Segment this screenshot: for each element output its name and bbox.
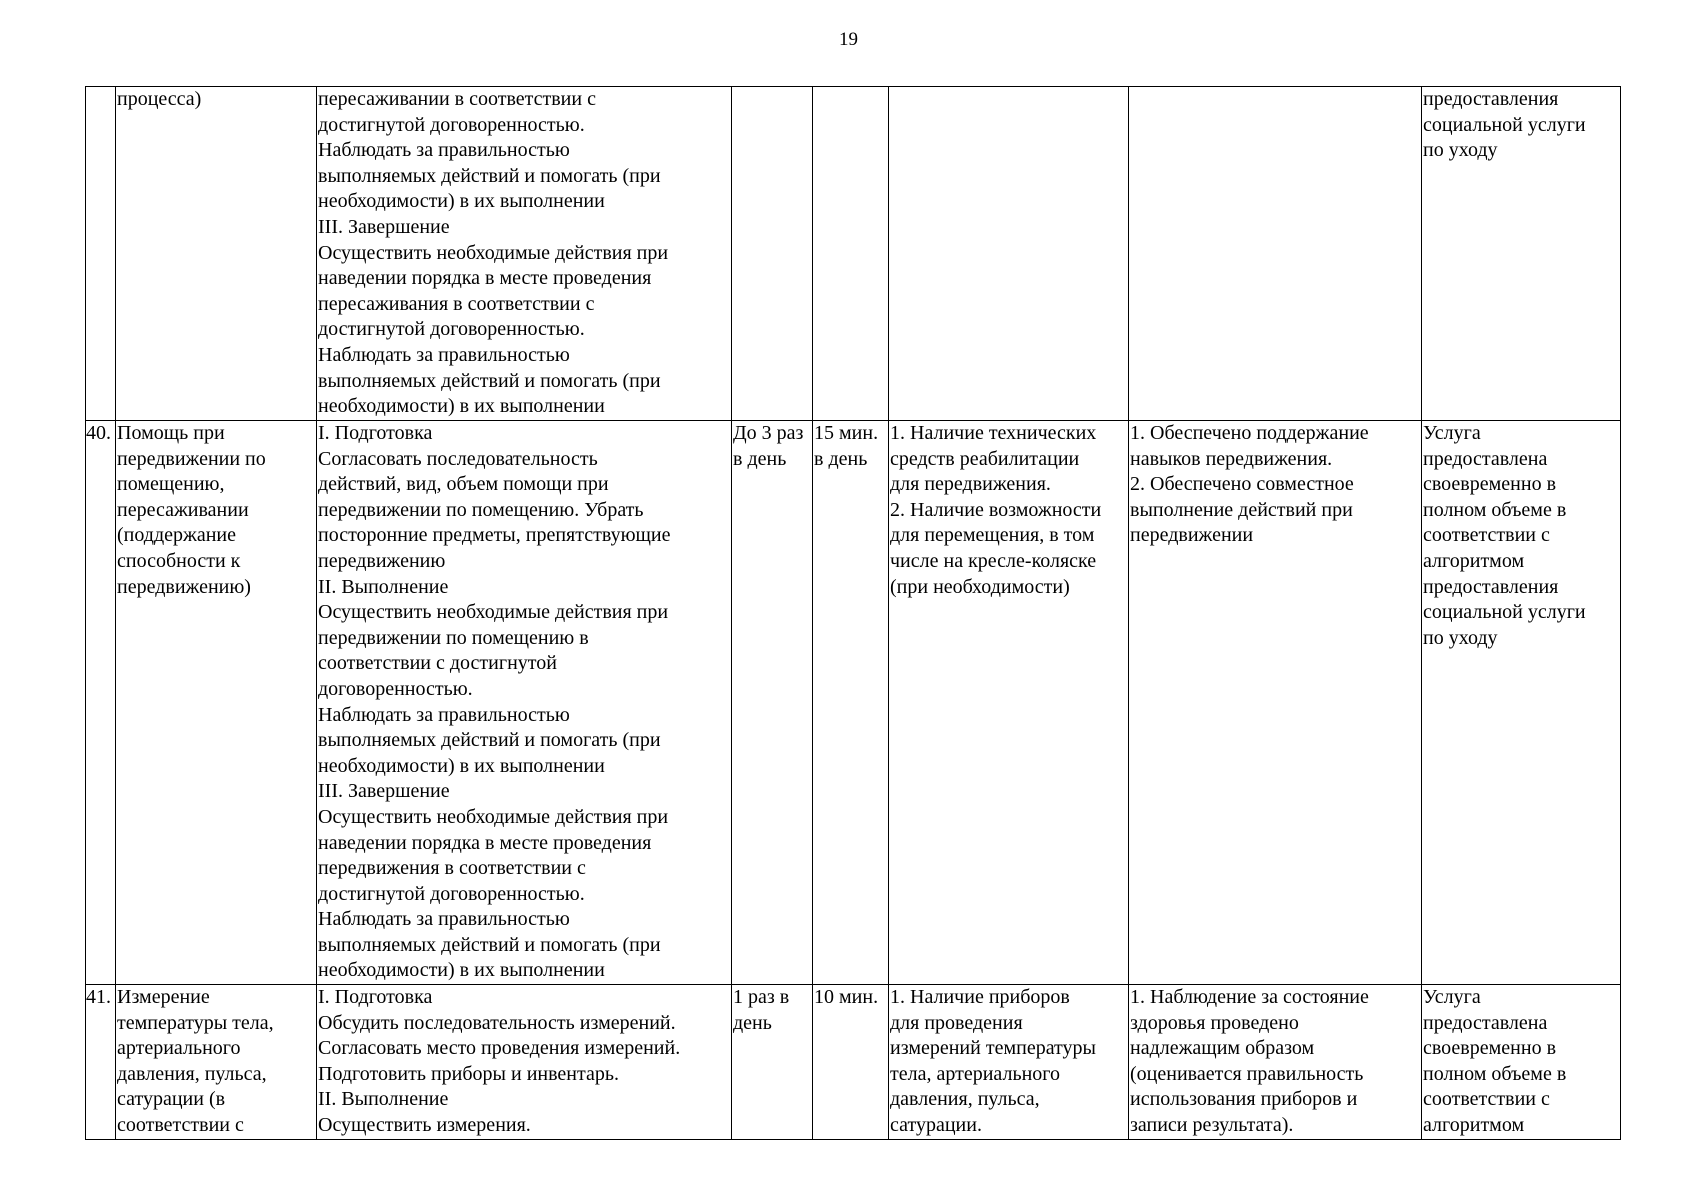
page-number: 19 [839, 29, 858, 50]
row-number: 40. [86, 421, 116, 985]
service-name: Измерение температуры тела, артериального давления, пульса, сатурации (в соответствии с [116, 985, 317, 1140]
service-frequency: До 3 раз в день [732, 421, 813, 985]
row-number: 41. [86, 985, 116, 1140]
service-name: Помощь при передвижении по помещению, пересаживании (поддержание способности к передвижению) [116, 421, 317, 985]
service-procedure: пересаживании в соответствии с достигнутой договоренностью. Наблюдать за правильностью выполняемых действий и помогать (при необходимости) в их выполнении III. Завершение Осуществить необходимые действия при наведении порядка в месте проведения пересаживания в соответствии с достигнутой договоренностью. Наблюдать за правильностью выполняемых действий и помогать (при необходимости) в их выполнении [317, 87, 732, 421]
service-frequency: 1 раз в день [732, 985, 813, 1140]
table-row [86, 87, 1621, 421]
service-result: 1. Наблюдение за состояние здоровья проведено надлежащим образом (оценивается правильность использования приборов и записи результата). [1129, 985, 1422, 1140]
service-evaluation: Услуга предоставлена своевременно в полном объеме в соответствии с алгоритмом предоставления социальной услуги по уходу [1422, 421, 1621, 985]
service-result: 1. Обеспечено поддержание навыков передвижения. 2. Обеспечено совместное выполнение действий при передвижении [1129, 421, 1422, 985]
service-result [1129, 87, 1422, 421]
table-row [86, 421, 1621, 985]
services-table [85, 86, 1621, 1140]
service-evaluation: Услуга предоставлена своевременно в полном объеме в соответствии с алгоритмом [1422, 985, 1621, 1140]
service-name: процесса) [116, 87, 317, 421]
service-evaluation: предоставления социальной услуги по уходу [1422, 87, 1621, 421]
service-duration: 15 мин. в день [813, 421, 889, 985]
service-frequency [732, 87, 813, 421]
service-procedure: I. Подготовка Обсудить последовательность измерений. Согласовать место проведения измерений. Подготовить приборы и инвентарь. II. Выполнение Осуществить измерения. [317, 985, 732, 1140]
service-procedure: I. Подготовка Согласовать последовательность действий, вид, объем помощи при передвижении по помещению. Убрать посторонние предметы, препятствующие передвижению II. Выполнение Осуществить необходимые действия при передвижении по помещению в соответствии с достигнутой договоренностью. Наблюдать за правильностью выполняемых действий и помогать (при необходимости) в их выполнении III. Завершение Осуществить необходимые действия при наведении порядка в месте проведения передвижения в соответствии с достигнутой договоренностью. Наблюдать за правильностью выполняемых действий и помогать (при необходимости) в их выполнении [317, 421, 732, 985]
row-number [86, 87, 116, 421]
service-conditions: 1. Наличие приборов для проведения измерений температуры тела, артериального давления, пульса, сатурации. [889, 985, 1129, 1140]
table-row [86, 985, 1621, 1140]
service-conditions: 1. Наличие технических средств реабилитации для передвижения. 2. Наличие возможности для перемещения, в том числе на кресле-коляске (при необходимости) [889, 421, 1129, 985]
service-duration: 10 мин. [813, 985, 889, 1140]
service-duration [813, 87, 889, 421]
service-conditions [889, 87, 1129, 421]
